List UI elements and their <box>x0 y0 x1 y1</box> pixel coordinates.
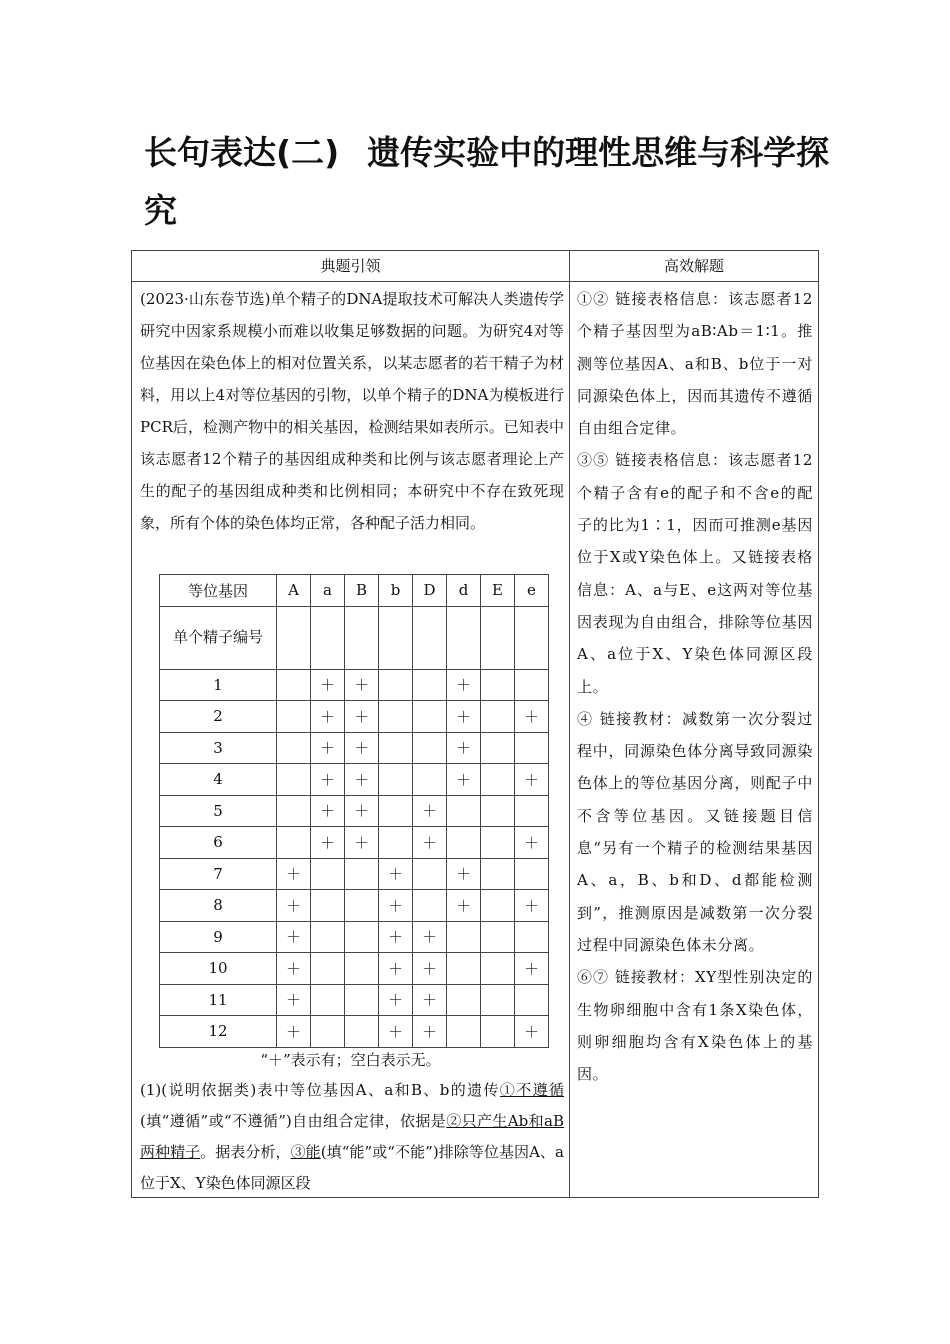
gene-table-body <box>160 669 549 1047</box>
gene-cell: ＋ <box>277 890 311 922</box>
gene-col-header: D <box>413 575 447 607</box>
question-1 <box>140 1075 564 1199</box>
q1-answer-1: ①不遵循 <box>499 1081 564 1099</box>
q1-text-3: 。据表分析， <box>200 1143 291 1161</box>
gene-cell: ＋ <box>345 701 379 733</box>
table-row <box>160 953 549 985</box>
gene-cell <box>345 953 379 985</box>
gene-cell <box>277 827 311 859</box>
gene-cell <box>413 764 447 796</box>
sperm-id-cell: 1 <box>160 669 277 701</box>
table-row <box>160 1016 549 1048</box>
gene-cell: ＋ <box>413 795 447 827</box>
gene-cell <box>515 858 549 890</box>
sperm-id-cell: 11 <box>160 984 277 1016</box>
sperm-id-cell: 5 <box>160 795 277 827</box>
header-divider <box>132 281 818 282</box>
header-right: 高效解题 <box>663 257 724 275</box>
gene-cell <box>447 795 481 827</box>
table-row <box>160 890 549 922</box>
sperm-id-cell: 9 <box>160 921 277 953</box>
gene-table <box>159 574 549 1048</box>
gene-cell <box>481 764 515 796</box>
gene-cell <box>481 1016 515 1048</box>
gene-cell <box>481 953 515 985</box>
gene-cell: ＋ <box>447 701 481 733</box>
gene-cell: ＋ <box>379 984 413 1016</box>
gene-cell <box>447 827 481 859</box>
table-row <box>160 764 549 796</box>
gene-cell: ＋ <box>413 921 447 953</box>
gene-corner-label: 等位基因 <box>160 575 277 607</box>
gene-cell <box>345 984 379 1016</box>
gene-cell <box>481 921 515 953</box>
gene-cell <box>447 921 481 953</box>
table-row <box>160 921 549 953</box>
table-row <box>160 701 549 733</box>
sperm-row-label: 单个精子编号 <box>160 606 277 669</box>
gene-cell: ＋ <box>515 764 549 796</box>
gene-header-row <box>160 575 549 607</box>
gene-cell <box>515 795 549 827</box>
gene-cell <box>515 732 549 764</box>
column-divider <box>569 251 570 1197</box>
gene-cell: ＋ <box>277 1016 311 1048</box>
gene-cell <box>413 890 447 922</box>
gene-cell <box>379 795 413 827</box>
gene-cell: ＋ <box>345 795 379 827</box>
gene-cell: ＋ <box>379 858 413 890</box>
gene-cell <box>277 669 311 701</box>
gene-cell <box>311 953 345 985</box>
explanation-column <box>577 283 813 1090</box>
gene-cell: ＋ <box>311 827 345 859</box>
sperm-id-cell: 6 <box>160 827 277 859</box>
q1-text-1: (1)(说明依据类)表中等位基因A、a和B、b的遗传 <box>140 1081 500 1099</box>
gene-cell: ＋ <box>413 827 447 859</box>
table-row <box>160 984 549 1016</box>
gene-cell: ＋ <box>345 732 379 764</box>
gene-cell <box>481 701 515 733</box>
gene-cell: ＋ <box>311 795 345 827</box>
gene-cell <box>277 764 311 796</box>
gene-cell <box>311 1016 345 1048</box>
gene-cell <box>311 921 345 953</box>
gene-cell: ＋ <box>345 764 379 796</box>
title-part-1: 长句表达(二) <box>144 133 340 172</box>
gene-col-header: b <box>379 575 413 607</box>
gene-cell: ＋ <box>379 1016 413 1048</box>
gene-cell <box>379 701 413 733</box>
gene-cell <box>277 795 311 827</box>
q1-text-4: (填“能”或“不能”)排除等位基因A、a位于X、Y染色体同源区段 <box>140 1143 564 1192</box>
gene-cell <box>447 953 481 985</box>
table-row <box>160 669 549 701</box>
sperm-label-row <box>160 606 549 669</box>
gene-col-header: e <box>515 575 549 607</box>
explanation-3: ④ 链接教材：减数第一次分裂过程中，同源染色体分离导致同源染色体上的等位基因分离，则配子中不含等位基因。又链接题目信息“另有一个精子的检测结果基因A、a，B、b和D、d都能检测到”，推测原因是减数第一次分裂过程中同源染色体未分离。 <box>577 709 813 954</box>
table-row <box>160 795 549 827</box>
gene-cell <box>481 732 515 764</box>
gene-cell: ＋ <box>277 984 311 1016</box>
gene-cell: ＋ <box>277 858 311 890</box>
gene-cell <box>277 732 311 764</box>
sperm-id-cell: 4 <box>160 764 277 796</box>
gene-cell: ＋ <box>413 984 447 1016</box>
gene-cell <box>481 890 515 922</box>
gene-cell <box>311 984 345 1016</box>
gene-cell: ＋ <box>311 764 345 796</box>
gene-col-header: a <box>311 575 345 607</box>
gene-cell <box>379 669 413 701</box>
sperm-id-cell: 12 <box>160 1016 277 1048</box>
gene-cell <box>515 984 549 1016</box>
gene-cell: ＋ <box>311 701 345 733</box>
gene-cell <box>311 890 345 922</box>
table-legend: “＋”表示有；空白表示无。 <box>260 1051 441 1069</box>
gene-cell: ＋ <box>447 732 481 764</box>
sperm-id-cell: 3 <box>160 732 277 764</box>
gene-col-header: d <box>447 575 481 607</box>
gene-cell: ＋ <box>379 921 413 953</box>
gene-cell: ＋ <box>447 764 481 796</box>
gene-cell <box>447 1016 481 1048</box>
gene-cell <box>481 858 515 890</box>
q1-answer-2: ②只产生Ab和aB两种精子 <box>140 1112 564 1161</box>
gene-cell <box>481 984 515 1016</box>
gene-cell <box>481 795 515 827</box>
gene-cell: ＋ <box>447 858 481 890</box>
explanation-4: ⑥⑦ 链接教材：XY型性别决定的生物卵细胞中含有1条X染色体，则卵细胞均含有X染色体上的基因。 <box>577 968 813 1084</box>
gene-cell <box>413 858 447 890</box>
gene-cell: ＋ <box>447 669 481 701</box>
sperm-id-cell: 2 <box>160 701 277 733</box>
gene-cell <box>379 827 413 859</box>
gene-cell: ＋ <box>379 890 413 922</box>
gene-cell <box>413 701 447 733</box>
gene-cell <box>311 858 345 890</box>
q1-answer-3: ③能 <box>290 1143 321 1161</box>
gene-col-header: E <box>481 575 515 607</box>
page-title <box>144 124 834 240</box>
sperm-id-cell: 8 <box>160 890 277 922</box>
gene-cell: ＋ <box>277 921 311 953</box>
title-part-2: 遗传实验中的理性思维与科学探究 <box>144 133 830 230</box>
sperm-id-cell: 7 <box>160 858 277 890</box>
gene-cell <box>345 921 379 953</box>
q1-text-2: (填“遵循”或“不遵循”)自由组合定律，依据是 <box>140 1112 447 1130</box>
gene-cell <box>481 669 515 701</box>
gene-cell: ＋ <box>515 1016 549 1048</box>
gene-cell: ＋ <box>413 953 447 985</box>
gene-col-header: A <box>277 575 311 607</box>
gene-cell <box>515 921 549 953</box>
intro-paragraph: (2023·山东卷节选)单个精子的DNA提取技术可解决人类遗传学研究中因家系规模小而难以收集足够数据的问题。为研究4对等位基因在染色体上的相对位置关系，以某志愿者的若干精子为材料，用以上4对等位基因的引物，以单个精子的DNA为模板进行PCR后，检测产物中的相关基因，检测结果如表所示。已知表中该志愿者12个精子的基因组成种类和比例与该志愿者理论上产生的配子的基因组成种类和比例相同；本研究中不存在致死现象，所有个体的染色体均正常，各种配子活力相同。 <box>140 290 564 532</box>
gene-cell: ＋ <box>413 1016 447 1048</box>
gene-cell: ＋ <box>345 827 379 859</box>
gene-cell <box>379 764 413 796</box>
gene-cell: ＋ <box>277 953 311 985</box>
explanation-2: ③⑤ 链接表格信息：该志愿者12个精子含有e的配子和不含e的配子的比为1∶1，因而可推测e基因位于X或Y染色体上。又链接表格信息：A、a与E、e这两对等位基因表现为自由组合，排除等位基因A、a位于X、Y染色体同源区段上。 <box>577 451 813 696</box>
gene-cell: ＋ <box>447 890 481 922</box>
gene-cell <box>345 858 379 890</box>
table-row <box>160 827 549 859</box>
gene-cell: ＋ <box>311 669 345 701</box>
table-row <box>160 858 549 890</box>
gene-cell <box>447 984 481 1016</box>
gene-cell <box>413 669 447 701</box>
gene-cell <box>481 827 515 859</box>
gene-cell: ＋ <box>515 701 549 733</box>
header-left: 典题引领 <box>320 257 381 275</box>
gene-cell: ＋ <box>379 953 413 985</box>
gene-cell <box>515 669 549 701</box>
gene-col-header: B <box>345 575 379 607</box>
gene-cell: ＋ <box>515 827 549 859</box>
gene-cell: ＋ <box>515 953 549 985</box>
sperm-id-cell: 10 <box>160 953 277 985</box>
gene-cell: ＋ <box>515 890 549 922</box>
content-table <box>131 250 819 1198</box>
gene-cell <box>277 701 311 733</box>
gene-cell <box>413 732 447 764</box>
gene-cell: ＋ <box>311 732 345 764</box>
explanation-1: ①② 链接表格信息：该志愿者12个精子基因型为aB∶Ab＝1∶1。推测等位基因A、a和B、b位于一对同源染色体上，因而其遗传不遵循自由组合定律。 <box>577 290 813 438</box>
gene-cell: ＋ <box>345 669 379 701</box>
gene-cell <box>379 732 413 764</box>
table-row <box>160 732 549 764</box>
gene-cell <box>345 890 379 922</box>
gene-cell <box>345 1016 379 1048</box>
